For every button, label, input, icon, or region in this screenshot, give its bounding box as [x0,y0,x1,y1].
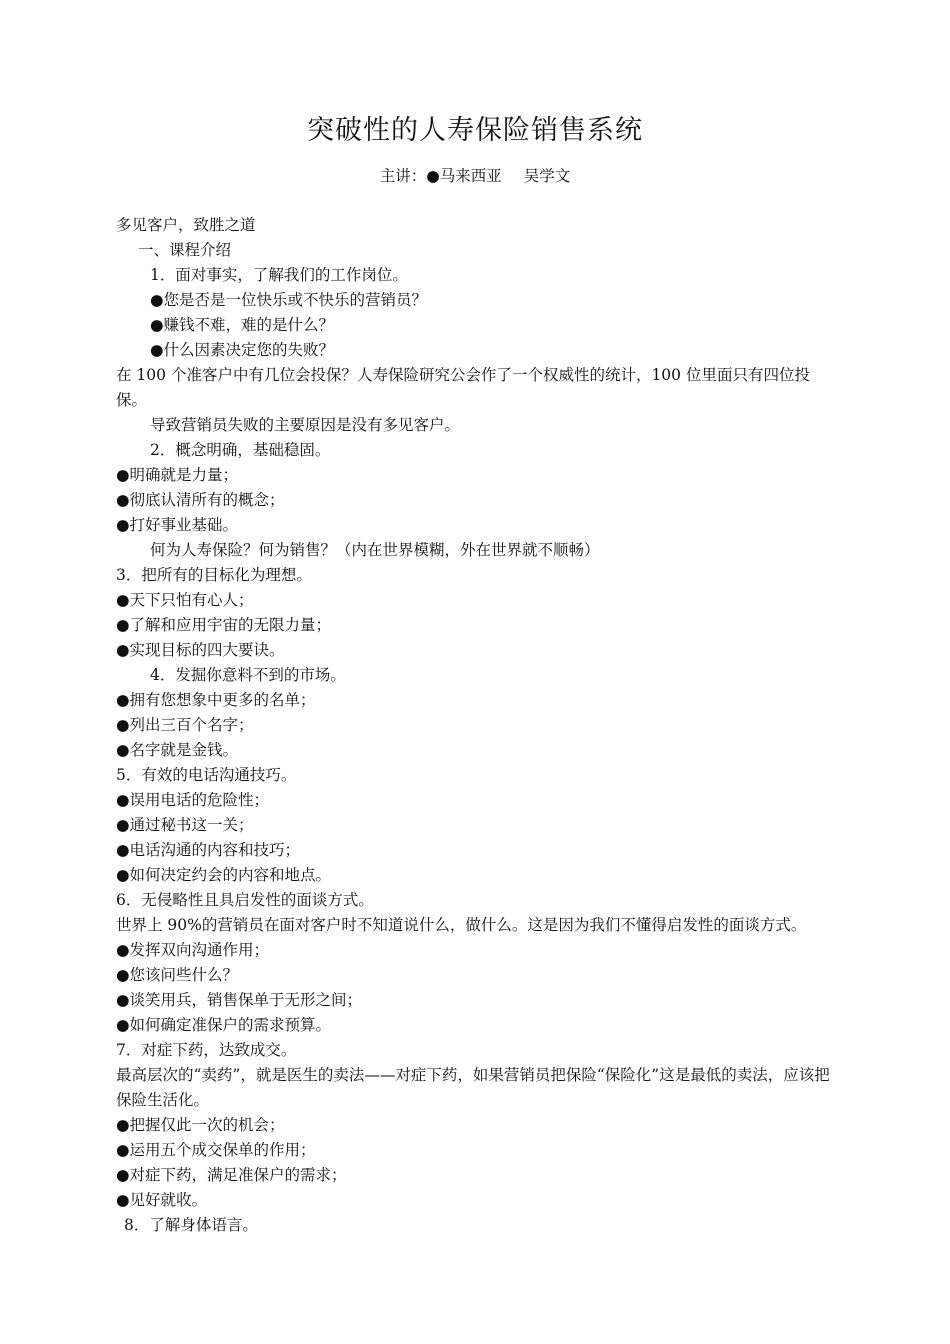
bullet-item: ●了解和应用宇宙的无限力量； [116,616,332,634]
bullet-item: ●天下只怕有心人； [116,591,254,609]
bullet-item: ●运用五个成交保单的作用； [116,1141,316,1159]
course-heading: 一、课程介绍 [138,241,232,259]
section-heading: 多见客户，致胜之道 [116,216,256,234]
bullet-item: ●对症下药，满足准保户的需求； [116,1166,347,1184]
bullet-item: ●赚钱不难，难的是什么？ [150,316,335,334]
paragraph: 何为人寿保险？何为销售？（内在世界模糊，外在世界就不顺畅） [150,541,600,559]
item-heading: 1．面对事实，了解我们的工作岗位。 [150,266,408,284]
bullet-item: ●误用电话的危险性； [116,791,270,809]
item-heading: 5．有效的电话沟通技巧。 [116,766,297,784]
speaker-name: 吴学文 [523,167,571,185]
paragraph: 在 100 个准客户中有几位会投保？人寿保险研究公会作了一个权威性的统计，100 位里面只有四位投保。 [116,366,810,409]
bullet-item: ●名字就是金钱。 [116,741,239,759]
bullet-item: ●列出三百个名字； [116,716,254,734]
bullet-item: ●见好就收。 [116,1191,208,1209]
bullet-item: ●如何决定约会的内容和地点。 [116,866,332,884]
bullet-item: ●打好事业基础。 [116,516,239,534]
paragraph: 导致营销员失败的主要原因是没有多见客户。 [150,416,461,434]
bullet-item: ●实现目标的四大要诀。 [116,641,285,659]
speaker-line [0,164,950,186]
item-heading: 7．对症下药，达致成交。 [116,1041,297,1059]
item-heading: 2．概念明确，基础稳固。 [150,441,331,459]
bullet-item: ●如何确定准保户的需求预算。 [116,1016,332,1034]
bullet-item: ●谈笑用兵，销售保单于无形之间； [116,991,363,1009]
item-heading: 4．发掘你意料不到的市场。 [150,666,346,684]
speaker-prefix: 主讲：●马来西亚 [379,167,502,185]
bullet-item: ●什么因素决定您的失败？ [150,341,335,359]
paragraph: 最高层次的“卖药”，就是医生的卖法——对症下药，如果营销员把保险“保险化”这是最低的卖法，应该把保险生活化。 [116,1066,830,1109]
bullet-item: ●您是否是一位快乐或不快乐的营销员？ [150,291,428,309]
paragraph: 世界上 90%的营销员在面对客户时不知道说什么，做什么。这是因为我们不懂得启发性的面谈方式。 [116,916,807,934]
item-heading: 8．了解身体语言。 [124,1216,258,1234]
bullet-item: ●拥有您想象中更多的名单； [116,691,316,709]
document-title: 突破性的人寿保险销售系统 [307,115,643,146]
bullet-item: ●电话沟通的内容和技巧； [116,841,301,859]
bullet-item: ●您该问些什么？ [116,966,239,984]
item-heading: 6．无侵略性且具启发性的面谈方式。 [116,891,374,909]
bullet-item: ●把握仅此一次的机会； [116,1116,285,1134]
item-heading: 3．把所有的目标化为理想。 [116,566,312,584]
bullet-item: ●明确就是力量； [116,466,239,484]
bullet-item: ●彻底认清所有的概念； [116,491,285,509]
bullet-item: ●发挥双向沟通作用； [116,941,270,959]
document-body [116,213,838,1238]
bullet-item: ●通过秘书这一关； [116,816,254,834]
